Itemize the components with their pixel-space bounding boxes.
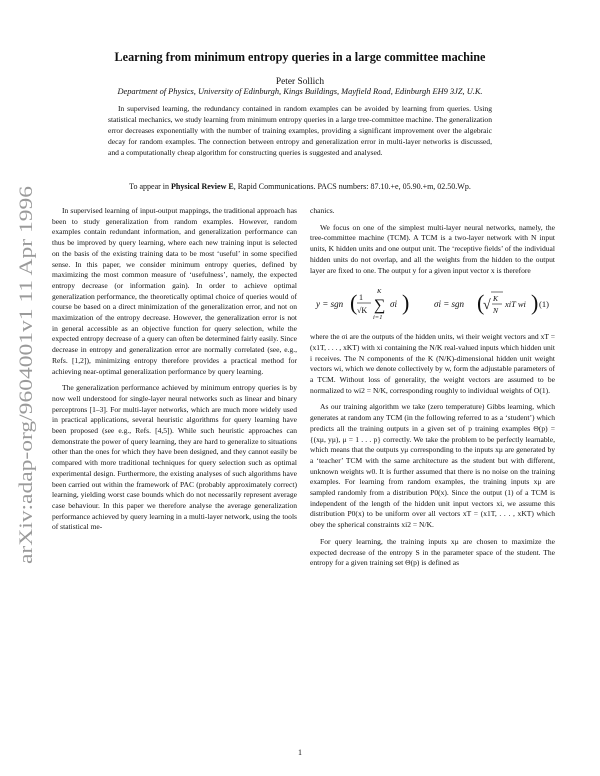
left-column	[52, 206, 297, 539]
eq-rhs-lhs: σi = sgn	[434, 299, 465, 310]
journal-name: Physical Review E	[171, 182, 234, 191]
right-paragraph-continuation: chanics.	[310, 206, 335, 215]
abstract: In supervised learning, the redundancy contained in random examples can be avoided by learning from queries. Using statistical mechanics, we study learning from minimum entropy queries in a large tree-committee machine. The generalization error decreases exponentially with the number of training examples, providing a significant improvement over the algebraic decay for random examples. The connection between entropy and generalization error in multi-layer networks is discussed, and a computationally cheap algorithm for constructing queries is suggested and analysed.	[108, 104, 492, 157]
equation-1-graphic	[310, 282, 555, 326]
publication-note	[40, 182, 560, 191]
eq-open-paren: (	[350, 290, 358, 316]
eq-frac-den: √K	[357, 306, 368, 316]
eq-sum-lower: i=1	[373, 314, 383, 322]
eq-number: (1)	[539, 299, 549, 310]
eq-sum-sign: ∑	[374, 297, 386, 315]
publication-suffix: , Rapid Communications. PACS numbers: 87.10.+e, 05.90.+m, 02.50.Wp.	[233, 182, 471, 191]
eq-lhs: y = sgn	[316, 299, 344, 310]
right-paragraph-tcm: We focus on one of the simplest multi-layer neural networks, namely, the tree-committee machine (TCM). A TCM is a two-layer network with N input units, K hidden units and one output unit. The ‘receptive fields’ of the individual hidden units do not overlap, and all the weights from the hidden to the output layer are fixed to one. The output y for a given input vector x is therefore	[310, 222, 555, 275]
eq-sum-upper: K	[377, 288, 382, 296]
eq-term: σi	[390, 299, 397, 310]
eq-sqrt-sign: √	[483, 298, 491, 314]
eq-rhs-frac-den: N	[493, 306, 499, 316]
left-paragraph-1: In supervised learning of input-output mappings, the traditional approach has been to study generalization from random examples. However, random examples contain redundant information, and generalization performance can thus be improved by query learning, where each new training input is selected on the basis of the existing training data to be most ‘useful’ in some specified sense. In this paper, we consider minimum entropy queries, defined by maximizing the most common measure of ‘usefulness’, namely, the expected entropy decrease (or information gain). In order to achieve optimal generalization performance, the theoretically optimal choice of queries would of course be based on a direct minimization of the generalization error, and not on maximization of the entropy decrease. However, the generalization error is not in general accessible as an objective function for query selection, while the expected entropy decrease of a query can often be determined fairly easily. Since decrease in entropy and generalization error are normally correlated (see, e.g., Refs. [1,2]), minimizing entropy therefore provides a practical method for achieving near-optimal generalization performance by query learning.	[52, 206, 297, 376]
right-paragraph-hidden-units: where the σi are the outputs of the hidden units, wi their weight vectors and xT = (x1T, . . . , xKT) with xi containing the N/K real-valued inputs which hidden unit i receives. The N components of the K (N/K)-dimensional hidden unit weight vectors wi, which we denote collectively by w, form the adjustable parameters of a TCM. Without loss of generality, the weight vectors are assumed to be normalized to wi2 = N/K, corresponding roughly to individual weights of O(1).	[310, 332, 555, 395]
page-number: 1	[298, 748, 302, 757]
arxiv-stamp	[6, 184, 42, 564]
author-affiliation: Department of Physics, University of Edinburgh, Kings Buildings, Mayfield Road, Edinburgh EH9 3JZ, U.K.	[117, 87, 483, 96]
arxiv-stamp-graphic	[6, 184, 42, 564]
eq-rhs-close-paren: )	[531, 290, 539, 316]
author-name: Peter Sollich	[275, 77, 325, 87]
eq-rhs-term: xiT wi	[505, 299, 526, 310]
right-paragraph-query: For query learning, the training inputs xμ are chosen to maximize the expected decrease of the entropy S in the parameter space of the student. The entropy for a given training set Θ(p) is defined as	[310, 536, 555, 568]
left-paragraph-2: The generalization performance achieved by minimum entropy queries is by now well understood for single-layer neural networks such as linear and binary perceptrons [1–3]. For multi-layer networks, which are much more widely used in practical applications, several heuristic algorithms for query learning have been proposed (see e.g., Refs. [4,5]). While such heuristic approaches can demonstrate the power of query learning, they are hard to generalize to situations other than the ones for which they have been designed, and they cannot easily be compared with more traditional techniques for query selection such as optimal experimental design. Furthermore, the existing analyses of such algorithms have been carried out within the framework of PAC (probably approximately correct) learning, yielding worst case bounds which do not necessarily represent average case behaviour. In this paper we therefore analyse the average generalization performance achieved by query learning in a multi-layer network, using the tools of statistical me-	[52, 383, 297, 532]
eq-frac-num: 1	[359, 293, 363, 303]
right-column	[310, 206, 555, 569]
eq-rhs-frac-num: K	[493, 294, 499, 304]
eq-rhs-open-paren: (	[477, 290, 485, 316]
eq-close-paren: )	[402, 290, 410, 316]
paper-title: Learning from minimum entropy queries in a large committee machine	[114, 50, 486, 64]
equation-1	[310, 282, 555, 326]
right-paragraph-gibbs: As our training algorithm we take (zero temperature) Gibbs learning, which generates at random any TCM (in the following referred to as a ‘student’) which predicts all the training outputs in a given set of p training examples Θ(p) = {(xμ, yμ), μ = 1 . . . p} correctly. We take the problem to be perfectly learnable, which means that the outputs yμ corresponding to the inputs xμ are generated by a ‘teacher’ TCM with the same architecture as the student but with different, unknown weights w0. It is further assumed that there is no noise on the training examples. For learning from random examples, the training inputs xμ are sampled randomly from a distribution P0(x). Since the output (1) of a TCM is independent of the length of the hidden unit input vectors xi, we assume this distribution P0(x) to be uniform over all vectors xT = (x1T, . . . , xKT) which obey the spherical constraints xi2 = N/K.	[310, 402, 555, 530]
arxiv-stamp-text: arXiv:adap-org/9604001v1 11 Apr 1996	[16, 258, 37, 564]
publication-prefix: To appear in	[129, 182, 172, 191]
